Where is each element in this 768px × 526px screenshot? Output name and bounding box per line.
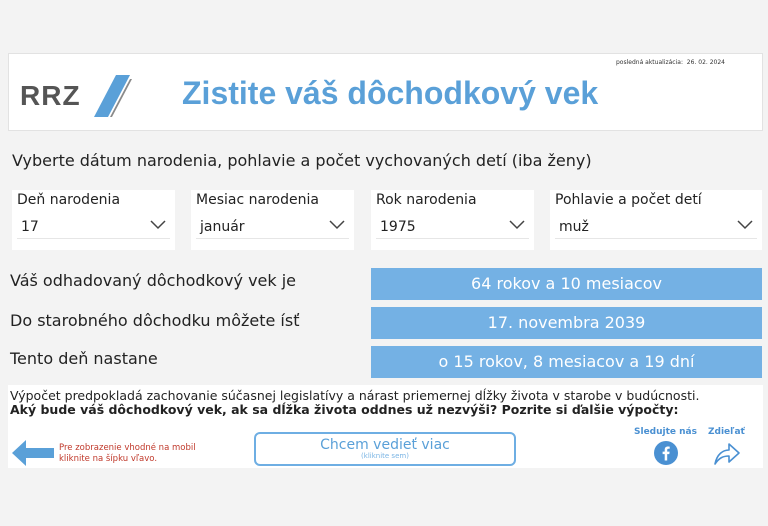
last-updated-label: posledná aktualizácia:: [616, 59, 683, 66]
birth-day-value: 17: [21, 219, 39, 235]
mobile-hint-line2: kliknite na šípku vľavo.: [59, 454, 158, 464]
gender-children-select[interactable]: [555, 214, 757, 239]
birth-month-label: Mesiac narodenia: [196, 192, 319, 208]
birth-day-label: Deň narodenia: [17, 192, 121, 208]
learn-more-sublabel: (kliknite sem): [361, 452, 409, 460]
retirement-age-value: 64 rokov a 10 mesiacov: [371, 268, 762, 300]
page-title: Zistite váš dôchodkový vek: [182, 75, 599, 111]
chevron-down-icon: [150, 218, 166, 230]
share-label: Zdieľať: [708, 427, 745, 437]
share-arrow-icon[interactable]: [713, 440, 741, 466]
form-instruction: Vyberte dátum narodenia, pohlavie a počet vychovaných detí (iba ženy): [12, 151, 592, 170]
time-remaining-label: Tento deň nastane: [10, 349, 158, 368]
gender-children-field: [550, 190, 762, 250]
chevron-down-icon: [329, 218, 345, 230]
learn-more-label: Chcem vedieť viac: [320, 437, 450, 453]
birth-month-value: január: [200, 219, 245, 235]
follow-us-label: Sledujte nás: [634, 427, 697, 437]
birth-year-select[interactable]: [376, 214, 529, 239]
birth-day-select[interactable]: [17, 214, 170, 239]
mobile-view-hint: [59, 443, 196, 465]
birth-year-field: [371, 190, 534, 250]
mobile-hint-line1: Pre zobrazenie vhodné na mobil: [59, 443, 196, 453]
chevron-down-icon: [737, 218, 753, 230]
assumption-note: Výpočet predpokladá zachovanie súčasnej legislatívy a nárast priemernej dĺžky života v starobe v budúcnosti.: [10, 388, 700, 403]
retirement-date-label: Do starobného dôchodku môžete ísť: [10, 311, 300, 330]
birth-year-value: 1975: [380, 219, 416, 235]
rrz-logo-text: RRZ: [20, 80, 81, 111]
last-updated-date: 26. 02. 2024: [686, 59, 725, 66]
further-calculations-question: Aký bude váš dôchodkový vek, ak sa dĺžka života oddnes už nezvýši? Pozrite si ďalšie výpočty:: [10, 402, 679, 417]
birth-month-field: [191, 190, 354, 250]
time-remaining-value: o 15 rokov, 8 mesiacov a 19 dní: [371, 346, 762, 378]
gender-children-label: Pohlavie a počet detí: [555, 192, 702, 208]
back-arrow-icon[interactable]: [12, 438, 54, 468]
chevron-down-icon: [509, 218, 525, 230]
rrz-logo-mark-icon: [90, 71, 132, 117]
last-updated: [616, 59, 725, 66]
birth-year-label: Rok narodenia: [376, 192, 477, 208]
birth-month-select[interactable]: [196, 214, 349, 239]
retirement-age-label: Váš odhadovaný dôchodkový vek je: [10, 271, 297, 290]
learn-more-button[interactable]: [254, 432, 516, 466]
birth-day-field: [12, 190, 175, 250]
facebook-icon[interactable]: [654, 441, 678, 465]
retirement-date-value: 17. novembra 2039: [371, 307, 762, 339]
gender-children-value: muž: [559, 219, 589, 235]
